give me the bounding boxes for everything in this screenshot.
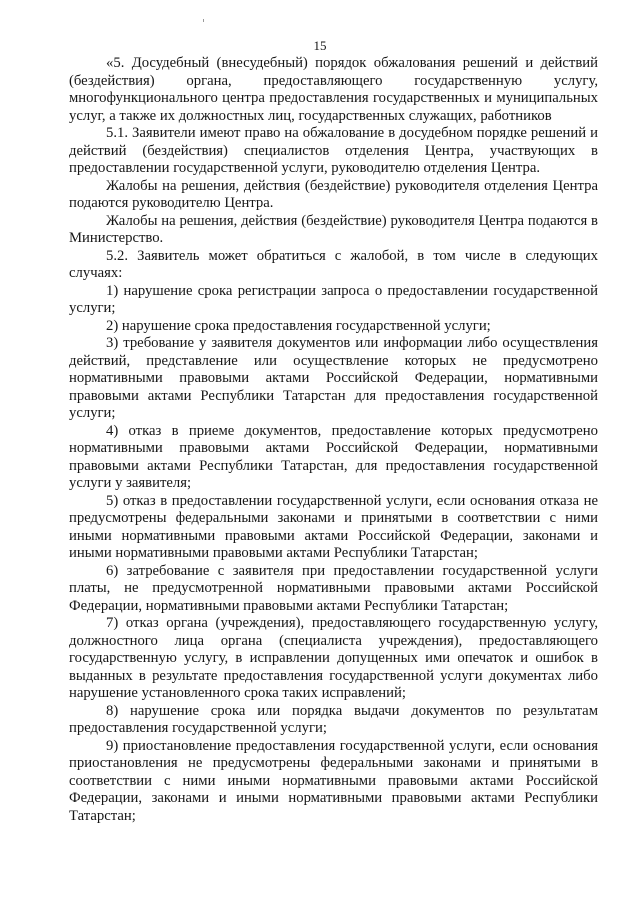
list-item-1: 1) нарушение срока регистрации запроса о предоставлении государственной услуги;: [69, 282, 598, 316]
list-item-3: 3) требование у заявителя документов или информации либо осуществления действий, представление или осуществление которых не предусмотрено нормативными правовыми актами Российской Федерации, нормативными правовыми актами Республики Татарстан для предоставления государственной услуги;: [69, 335, 598, 421]
list-item-4: 4) отказ в приеме документов, предоставление которых предусмотрено нормативными правовыми актами Российской Федерации, нормативными правовыми актами Республики Татарстан, для предоставления государственной услуги у заявителя;: [69, 422, 598, 491]
paragraph-5-1: 5.1. Заявители имеют право на обжалование в досудебном порядке решений и действий (бездействия) специалистов отделения Центра, участвующих в предоставлении государственной услуги, руководителю отделения Центра.: [69, 125, 598, 176]
section-title: «5. Досудебный (внесудебный) порядок обжалования решений и действий (бездействия) органа, предоставляющего государственную услугу, многофункционального центра предоставления государственных и муниципальных услуг, а также их должностных лиц, государственных служащих, работников: [69, 55, 598, 124]
list-item-5: 5) отказ в предоставлении государственной услуги, если основания отказа не предусмотрены федеральными законами и принятыми в соответствии с ними иными нормативными правовыми актами Российской Федерации, законами и иными нормативными правовыми актами Республики Татарстан;: [69, 492, 598, 561]
list-item-8: 8) нарушение срока или порядка выдачи документов по результатам предоставления государственной услуги;: [69, 702, 598, 736]
list-item-9: 9) приостановление предоставления государственной услуги, если основания приостановления не предусмотрены федеральными законами и принятыми в соответствии с ними иными нормативными правовыми актами Российской Федерации, законами и иными нормативными правовыми актами Республики Татарстан;: [69, 737, 598, 824]
paragraph-complaints-department: Жалобы на решения, действия (бездействие) руководителя отделения Центра подаются руководителю Центра.: [69, 177, 598, 211]
document-body: [69, 55, 598, 825]
list-item-6: 6) затребование с заявителя при предоставлении государственной услуги платы, не предусмотренной нормативными правовыми актами Российской Федерации, нормативными правовыми актами Республики Татарстан;: [69, 562, 598, 614]
paragraph-complaints-ministry: Жалобы на решения, действия (бездействие) руководителя Центра подаются в Министерство.: [69, 212, 598, 246]
scan-mark: [203, 19, 204, 22]
list-item-2: 2) нарушение срока предоставления государственной услуги;: [106, 317, 491, 334]
page-number: 15: [313, 38, 327, 53]
list-item-7: 7) отказ органа (учреждения), предоставляющего государственную услугу, должностного лица органа (специалиста учреждения), предоставляющего государственную услугу, в исправлении допущенных ими опечаток и ошибок в выданных в результате предоставления государственной услуги документах либо нарушение установленного срока таких исправлений;: [69, 615, 598, 701]
paragraph-5-2: 5.2. Заявитель может обратиться с жалобой, в том числе в следующих случаях:: [69, 247, 598, 281]
